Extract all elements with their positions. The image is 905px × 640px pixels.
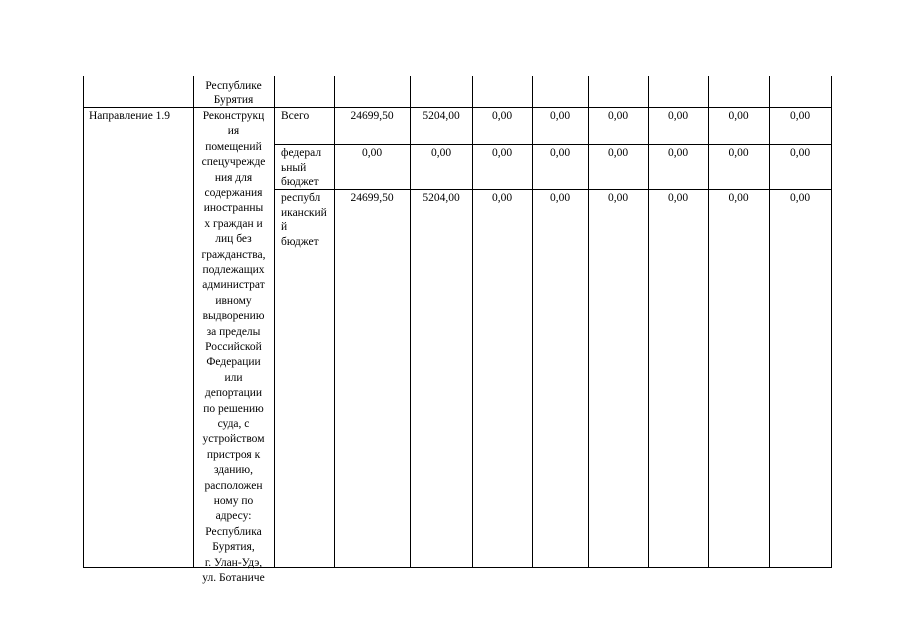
value-cell: 0,00 — [491, 110, 513, 122]
value-cell: 0,00 — [607, 147, 629, 159]
value-cell: 0,00 — [607, 110, 629, 122]
description-line: Республика — [205, 525, 262, 538]
description-line: администрат — [202, 279, 265, 292]
value-cell: 0,00 — [549, 147, 571, 159]
description-line: ивному — [215, 294, 252, 307]
source-name: республ — [281, 192, 321, 204]
description-line: спецучрежде — [201, 156, 266, 169]
value-cell: 0,00 — [667, 147, 689, 159]
value-cell: 0,00 — [491, 147, 513, 159]
budget-table — [83, 76, 831, 584]
description-line: устройством — [202, 433, 265, 446]
source-name: федерал — [281, 147, 322, 159]
value-cell: 24699,50 — [350, 110, 394, 122]
top-row-text: Бурятия — [213, 94, 254, 106]
row-border — [274, 144, 832, 145]
description-line: выдворению — [202, 310, 265, 323]
description-line: за пределы — [206, 325, 261, 338]
description-line: ул. Ботаниче — [202, 572, 265, 584]
value-cell: 0,00 — [491, 192, 513, 204]
description-line: г. Улан-Удэ, — [204, 556, 263, 569]
description-line: Российской — [205, 341, 262, 353]
value-cell: 0,00 — [728, 192, 749, 204]
value-cell: 24699,50 — [350, 192, 394, 204]
description-line: зданию, — [213, 464, 254, 477]
value-cell: 5204,00 — [422, 192, 460, 204]
description-line: или — [224, 371, 243, 384]
source-name: иканский — [281, 206, 327, 219]
value-cell: 0,00 — [667, 192, 689, 204]
value-cell: 0,00 — [789, 147, 811, 159]
source-name: бюджет — [281, 235, 319, 248]
description-line: ному по — [213, 495, 254, 507]
value-cell: 0,00 — [667, 110, 689, 122]
value-cell: 0,00 — [430, 147, 452, 159]
column-border — [831, 76, 832, 568]
description-line: по решению — [203, 402, 264, 415]
description-line: х граждан и — [204, 217, 263, 230]
value-cell: 0,00 — [607, 192, 629, 204]
value-cell: 5204,00 — [422, 110, 460, 122]
source-name: й — [281, 221, 288, 233]
value-cell: 0,00 — [728, 147, 749, 159]
value-cell: 0,00 — [549, 192, 571, 204]
description-line: Реконструкц — [202, 110, 265, 122]
description-line: лиц без — [215, 233, 252, 246]
description-line: помещений — [205, 140, 262, 153]
value-cell: 0,00 — [728, 110, 749, 122]
value-cell: 0,00 — [549, 110, 571, 122]
description-line: гражданства, — [201, 248, 266, 261]
description-line: подлежащих — [202, 264, 265, 276]
row-border — [274, 189, 832, 190]
description-line: ия — [227, 125, 240, 138]
source-name: Всего — [281, 110, 310, 122]
description-line: содержания — [204, 187, 263, 199]
value-cell: 0,00 — [789, 192, 811, 204]
value-cell: 0,00 — [789, 110, 811, 122]
top-row-text: Республике — [205, 80, 262, 92]
description-line: иностранны — [203, 202, 264, 215]
description-line: пристроя к — [206, 448, 261, 461]
source-name: ьный — [281, 161, 307, 174]
source-name: бюджет — [281, 176, 319, 188]
column-border — [83, 76, 84, 568]
description-line: Бурятия, — [212, 541, 255, 554]
description-line: адресу: — [215, 510, 252, 523]
direction-label: Направление 1.9 — [89, 110, 171, 122]
description-line: суда, с — [217, 418, 250, 430]
description-line: депортации — [204, 387, 263, 400]
description-line: расположен — [204, 479, 263, 492]
description-line: ния для — [214, 171, 253, 184]
column-border — [274, 76, 275, 568]
value-cell: 0,00 — [361, 147, 383, 159]
description-line: Федерации — [206, 356, 261, 369]
